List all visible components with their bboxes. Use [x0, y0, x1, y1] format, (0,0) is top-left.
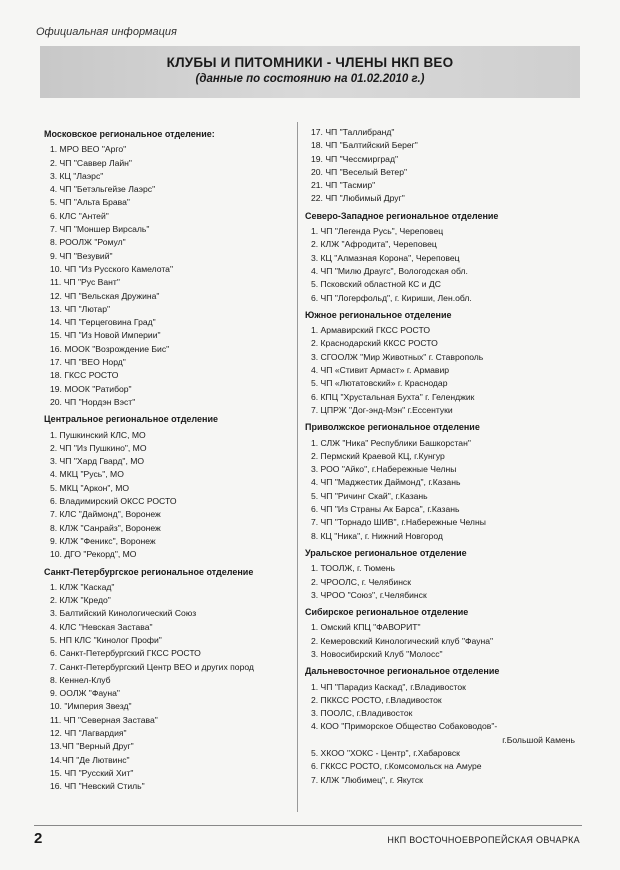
club-entry: 10. ЧП "Из Русского Камелота" — [50, 263, 174, 274]
club-entry: 10. ДГО "Рекорд", МО — [50, 549, 137, 560]
club-entry: 5. ХКОО "ХОКС - Центр", г.Хабаровск — [311, 748, 460, 759]
club-entry: 14.ЧП "Де Лютвинс" — [50, 754, 130, 765]
club-entry: 1. МРО ВЕО "Арго" — [50, 144, 127, 155]
club-entry: 8. Кеннел-Клуб — [50, 674, 111, 685]
club-entry: 8. КЛЖ "Санрайз", Воронеж — [50, 522, 161, 533]
club-entry: 2. Краснодарский ККСС РОСТО — [311, 338, 438, 349]
region-title: Центральное региональное отделение — [44, 414, 218, 425]
club-entry: 6. Владимирский ОКСС РОСТО — [50, 496, 177, 507]
club-entry: 13.ЧП "Верный Друг" — [50, 741, 134, 752]
club-entry: 6. КПЦ "Хрустальная Бухта" г. Геленджик — [311, 391, 475, 402]
club-entry: 15. ЧП "Из Новой Империи" — [50, 330, 161, 341]
region-title: Приволжское региональное отделение — [305, 422, 480, 433]
column-divider — [297, 122, 298, 812]
footer-title: НКП ВОСТОЧНОЕВРОПЕЙСКАЯ ОВЧАРКА — [387, 835, 580, 845]
club-entry: 5. НП КЛС "Кинолог Профи" — [50, 634, 162, 645]
club-entry: 2. Кемеровский Кинологический клуб "Фауна" — [311, 635, 494, 646]
club-entry: 1. ЧП "Парадиз Каскад", г.Владивосток — [311, 681, 466, 692]
region-title: Сибирское региональное отделение — [305, 607, 469, 618]
club-entry: 6. ГККСС РОСТО, г.Комсомольск на Амуре — [311, 761, 482, 772]
club-entry: 4. ЧП "Милю Драугс", Вологодская обл. — [311, 265, 468, 276]
club-entry: 22. ЧП "Любимый Друг" — [311, 193, 405, 204]
club-entry: 3. Новосибирский Клуб "Молосс" — [311, 648, 443, 659]
club-entry: 19. ЧП "Чессмирград" — [311, 153, 399, 164]
club-entry: 1. СЛЖ "Ника" Республики Башкорстан" — [311, 437, 471, 448]
title-banner — [40, 46, 580, 98]
region-title: Северо-Западное региональное отделение — [305, 210, 499, 221]
club-entry: 7. КЛЖ "Любимец", г. Якутск — [311, 774, 423, 785]
region-section — [44, 566, 294, 794]
club-entry: 3. ПООЛС, г.Владивосток — [311, 708, 413, 719]
region-title: Уральское региональное отделение — [305, 547, 467, 558]
region-section — [305, 606, 575, 661]
club-entry: 3. ЧРОО "Союз", г.Челябинск — [311, 589, 427, 600]
club-entry: 4. КЛС "Невская Застава" — [50, 621, 153, 632]
club-entry: 11. ЧП "Северная Застава" — [50, 714, 158, 725]
club-entry: 10. "Империя Звезд" — [50, 701, 132, 712]
region-title: Дальневосточное региональное отделение — [305, 666, 500, 677]
region-section — [44, 128, 294, 409]
club-entry: 3. ЧП "Хард Гвард", МО — [50, 456, 145, 467]
club-entry: 2. ПККСС РОСТО, г.Владивосток — [311, 694, 442, 705]
club-entry: 1. Омский КПЦ "ФАВОРИТ" — [311, 622, 421, 633]
club-entry: 1. Пушкинский КЛС, МО — [50, 429, 146, 440]
club-entry: 6. ЧП "Логерфольд", г. Кириши, Лен.обл. — [311, 292, 472, 303]
page-category: Официальная информация — [36, 26, 177, 38]
left-column — [44, 128, 294, 798]
club-entry: 5. МКЦ "Аркон", МО — [50, 482, 130, 493]
region-section — [305, 210, 575, 305]
region-section — [305, 421, 575, 543]
club-entry: 1. ЧП "Легенда Русь", Череповец — [311, 226, 444, 237]
club-entry: 9. ООЛЖ "Фауна" — [50, 688, 120, 699]
club-entry: 7. ЧП "Моншер Вирсаль" — [50, 224, 150, 235]
club-entry: 21. ЧП "Тасмир" — [311, 180, 376, 191]
club-entry: 7. Санкт-Петербургский Центр ВЕО и других пород — [50, 661, 254, 672]
club-entry: 12. ЧП "Лагвардия" — [50, 728, 127, 739]
club-entry: 2. КЛЖ "Кредо" — [50, 595, 111, 606]
club-entry: 6. ЧП "Из Страны Ак Барса", г.Казань — [311, 504, 460, 515]
club-entry: 6. КЛС "Антей" — [50, 210, 109, 221]
club-entry: 5. ЧП "Альта Брава" — [50, 197, 130, 208]
club-entry: 16. ЧП "Невский Стиль" — [50, 781, 145, 792]
region-title: Московское региональное отделение: — [44, 129, 215, 139]
club-entry: 4. ЧП «Стивит Армаст» г. Армавир — [311, 365, 450, 376]
club-entry: 5. Псковский областной КС и ДС — [311, 279, 441, 290]
club-entry: 18. ГКСС РОСТО — [50, 370, 119, 381]
region-section — [305, 126, 575, 206]
region-section — [305, 665, 575, 787]
club-entry: 17. ЧП "Таллибранд" — [311, 127, 395, 137]
region-section — [305, 309, 575, 417]
club-entry: 4. МКЦ "Русь", МО — [50, 469, 124, 480]
club-entry: 8. КЦ "Ника", г. Нижний Новгород — [311, 530, 443, 541]
club-entry: 5. ЧП "Ричинг Скай", г.Казань — [311, 490, 428, 501]
club-entry: 19. МООК "Ратибор" — [50, 383, 132, 394]
club-entry: 3. Балтийский Кинологический Союз — [50, 608, 197, 619]
club-entry: 2. Пермский Краевой КЦ, г.Кунгур — [311, 450, 445, 461]
club-entry: 3. КЦ "Лаэрс" — [50, 170, 104, 181]
club-entry: 9. ЧП "Везувий" — [50, 250, 113, 261]
right-column — [305, 126, 575, 791]
club-entry: г.Большой Камень — [502, 734, 575, 745]
club-entry: 9. КЛЖ "Феникс", Воронеж — [50, 535, 156, 546]
region-title: Санкт-Петербургское региональное отделение — [44, 566, 254, 577]
club-entry: 3. КЦ "Алмазная Корона", Череповец — [311, 252, 460, 263]
club-entry: 20. ЧП "Веселый Ветер" — [311, 166, 408, 177]
club-entry: 4. КОО "Приморское Общество Собаководов"- — [311, 721, 498, 732]
club-entry: 4. ЧП "Бетэльгейзе Лаэрс" — [50, 184, 156, 195]
club-entry: 16. МООК "Возрождение Бис" — [50, 343, 170, 354]
club-entry: 20. ЧП "Нордэн Вэст" — [50, 396, 136, 407]
club-entry: 15. ЧП "Русский Хит" — [50, 767, 134, 778]
page-title: КЛУБЫ И ПИТОМНИКИ - ЧЛЕНЫ НКП ВЕО — [166, 55, 454, 70]
page-subtitle: (данные по состоянию на 01.02.2010 г.) — [195, 73, 425, 85]
club-entry: 3. РОО "Айко", г.Набережные Челны — [311, 464, 457, 475]
page-number: 2 — [34, 830, 43, 847]
club-entry: 13. ЧП "Лютар" — [50, 303, 111, 314]
club-entry: 18. ЧП "Балтийский Берег" — [311, 140, 418, 151]
club-entry: 5. ЧП «Лютатовский» г. Краснодар — [311, 378, 448, 389]
club-entry: 2. ЧП "Саввер Лайн" — [50, 157, 132, 168]
club-entry: 2. ЧП "Из Пушкино", МО — [50, 442, 147, 453]
club-entry: 8. РООЛЖ "Ромул" — [50, 237, 126, 248]
club-entry: 12. ЧП "Вельская Дружина" — [50, 290, 160, 301]
club-entry: 6. Санкт-Петербургский ГКСС РОСТО — [50, 648, 201, 659]
club-entry: 1. ТООЛЖ, г. Тюмень — [311, 563, 396, 574]
region-section — [44, 413, 294, 561]
club-entry: 7. КЛС "Даймонд", Воронеж — [50, 509, 161, 520]
footer-rule — [34, 825, 582, 826]
club-entry: 2. ЧРООЛС, г. Челябинск — [311, 576, 411, 587]
club-entry: 1. КЛЖ "Каскад" — [50, 581, 115, 592]
region-title: Южное региональное отделение — [305, 309, 452, 320]
club-entry: 1. Армавирский ГКСС РОСТО — [311, 325, 431, 336]
club-entry: 4. ЧП "Маджестик Даймонд", г.Казань — [311, 477, 461, 488]
club-entry: 2. КЛЖ "Афродита", Череповец — [311, 239, 437, 250]
club-entry: 3. СГООЛЖ "Мир Животных" г. Ставрополь — [311, 351, 484, 362]
club-entry: 11. ЧП "Рус Вант" — [50, 277, 120, 288]
club-entry: 17. ЧП "ВЕО Норд" — [50, 357, 126, 368]
club-entry: 7. ЧП "Торнадо ШИВ", г.Набережные Челны — [311, 517, 486, 528]
region-section — [305, 547, 575, 602]
club-entry: 7. ЦПРЖ "Дог-энд-Мэн" г.Ессентуки — [311, 404, 453, 415]
club-entry: 14. ЧП "Герцеговина Град" — [50, 317, 156, 328]
